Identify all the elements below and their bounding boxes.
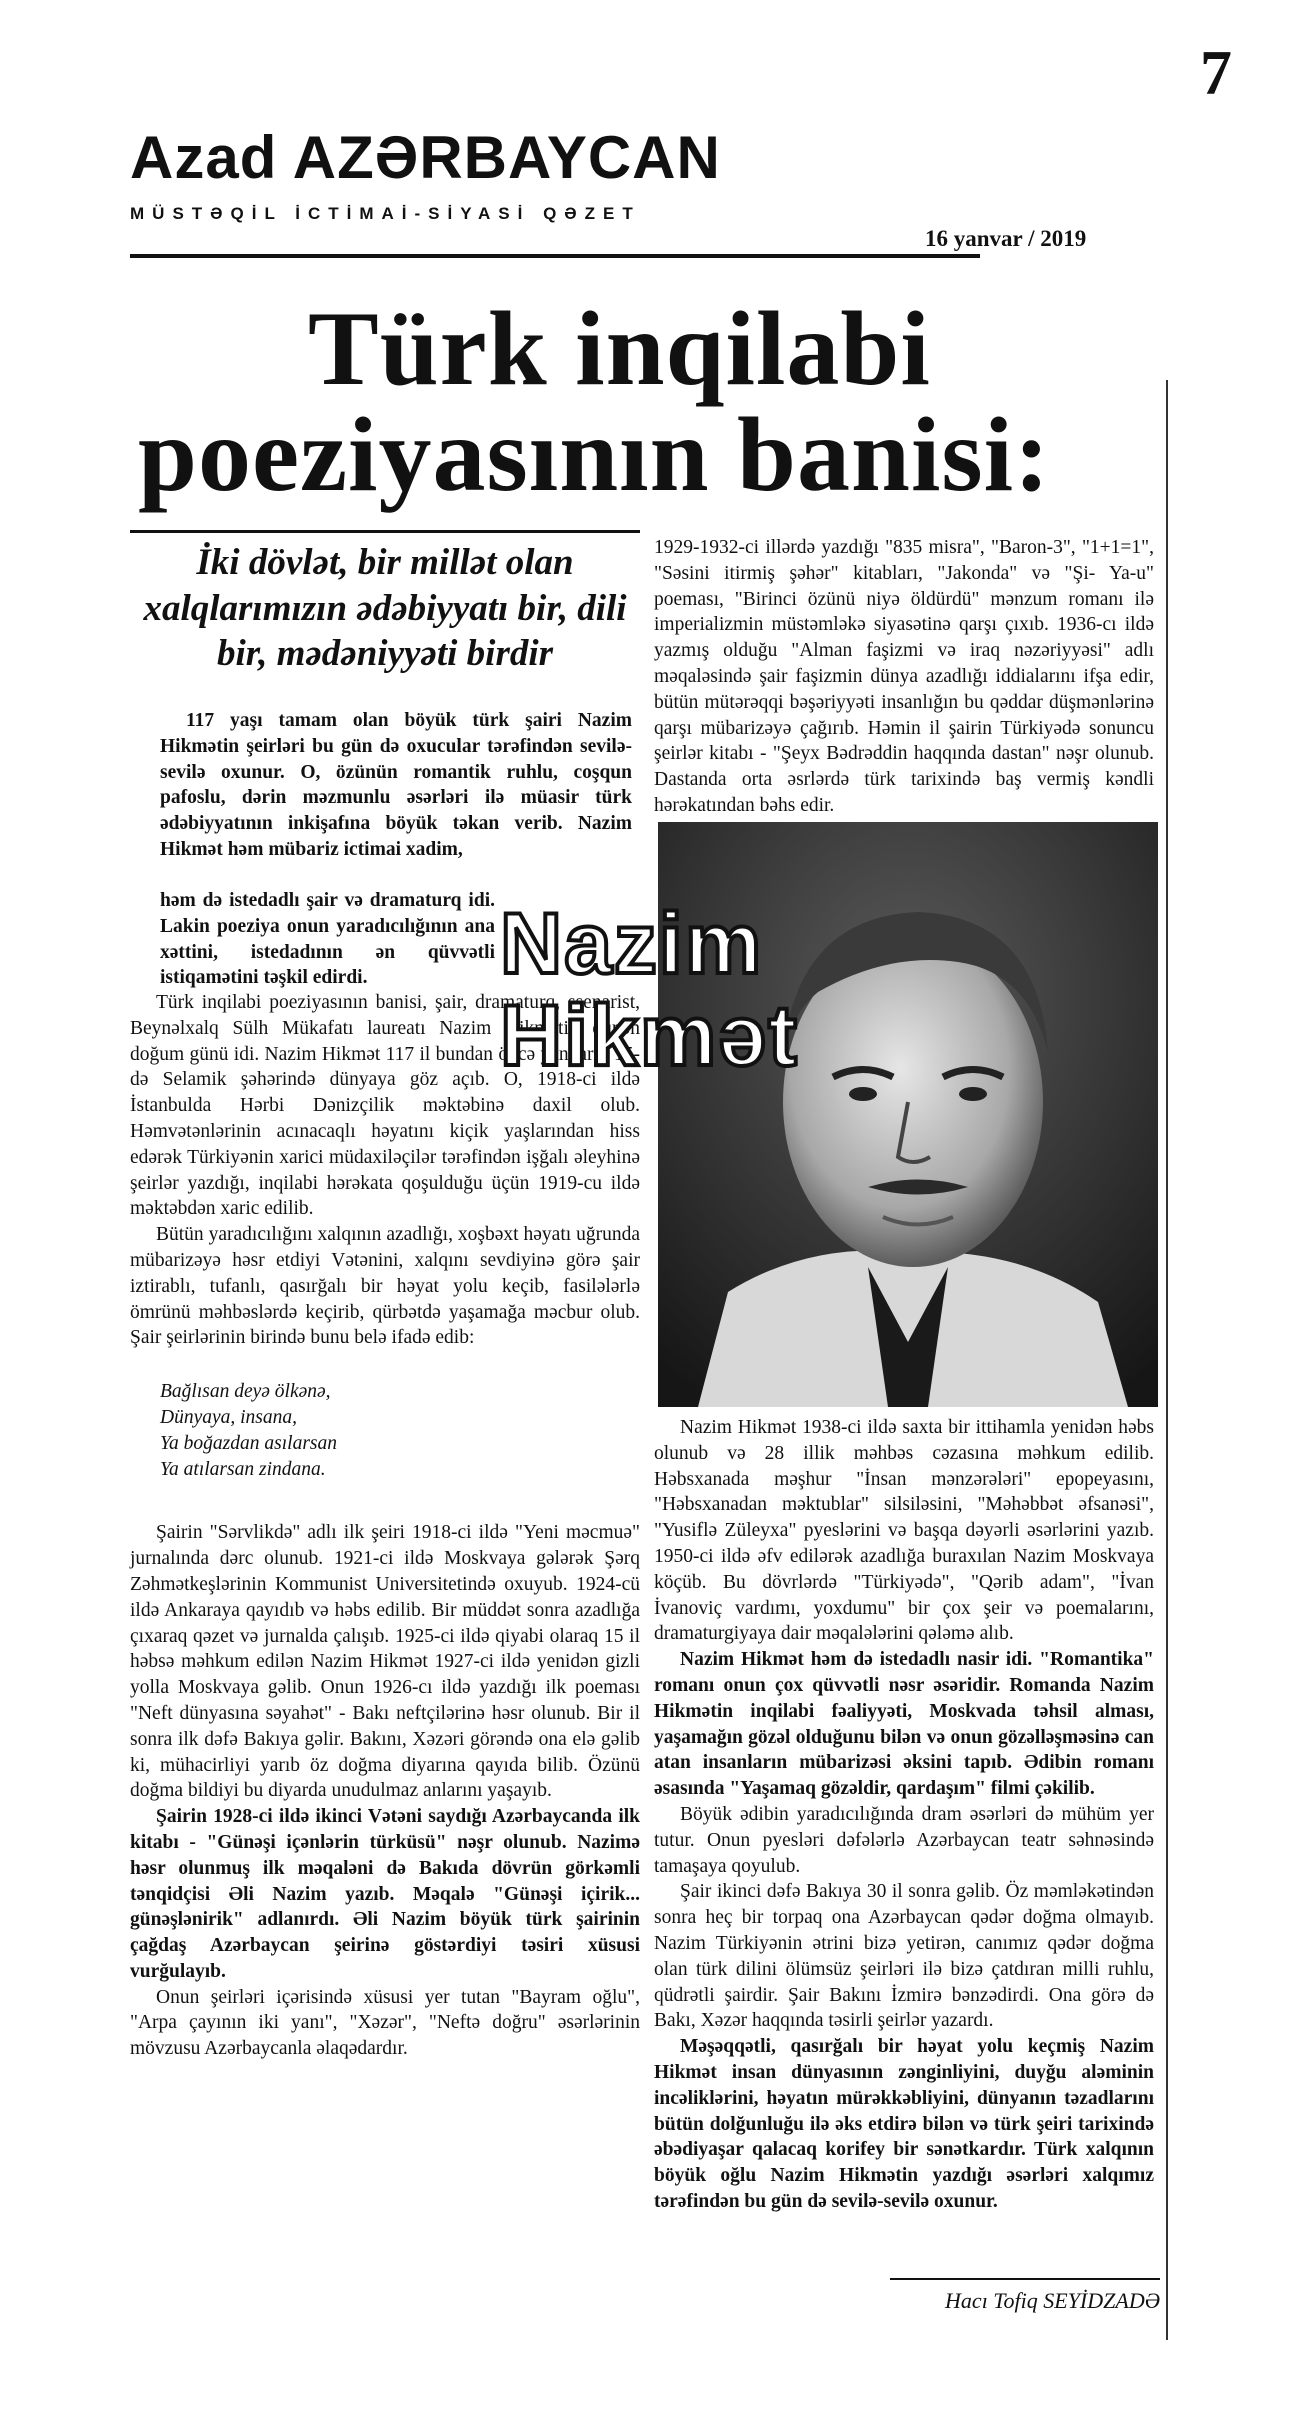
left-column [130,990,640,2062]
article-headline [138,290,1158,513]
caption-first-name: Nazim [500,896,764,992]
headline-line-2: poeziyasının banisi: [138,396,1051,513]
right-column-top [654,535,1154,819]
paragraph: Nazim Hikmət həm də istedadlı nasir idi. "Romantika" romanı onun çox qüvvətli nəsr əsəridir. Romanda Nazim Hikmətin inqilabi fəaliyyəti, Moskvada təhsil alması, yaşamağın gözəl olduğunu bilən və onun gözəlləşməsinə can atan insanların mübarizəsi əksini tapıb. Ədibin romanı əsasında "Yaşamaq gözəldir, qardaşım" filmi çəkilib. [654,1649,1154,1800]
poem-line: Ya atılarsan zindana. [160,1458,326,1480]
paragraph: Bütün yaradıcılığını xalqının azadlığı, xoşbəxt həyatı uğrunda mübarizəyə həsr etdiyi Vətənini, xalqını sevdiyinə görə şair iztirablı, tufanlı, qasırğalı bir həyat yolu keçib, fasilələrlə ömrünü məhbəslərdə keçirib, qürbətdə yaşamağa məcbur olub. Şair şeirlərinin birində bunu belə ifadə edib: [130,1224,640,1349]
caption-last-name: Hikmət [500,988,799,1084]
lead-text-a: 117 yaşı tamam olan böyük türk şairi Nazim Hikmətin şeirləri bu gün də oxucular tərəfindən sevilə-sevilə oxunur. O, özünün romantik ruhlu, coşqun pafoslu, dərin məzmunlu əsərləri ilə müasir türk ədəbiyyatının inkişafına böyük təkan verib. Nazim Hikmət həm mübariz ictimai xadim, [160,710,632,860]
paragraph: Türk inqilabi poeziyasının banisi, şair, dramaturq, ssenarist, Beynəlxalq Sülh Mükafatı laureatı Nazim Hikmətin dünən doğum günü idi. Nazim Hikmət 117 il bundan öncə yanvarın 15-də Selamik şəhərində dünyaya göz açıb. O, 1918-ci ildə İstanbulda Hərbi Dənizçilik məktəbinə daxil olub. Həmvətənlərinin acınacaqlı həyatını kiçik yaşlarından hiss edərək Türkiyənin xarici müdaxiləçilər tərəfindən işğalı əleyhinə şeirlər yazdığı, inqilabi hərəkata qoşulduğu üçün 1919-cu ildə məktəbdən xaric edilib. [130,992,640,1220]
paragraph: Məşəqqətli, qasırğalı bir həyat yolu keçmiş Nazim Hikmət insan dünyasının zənginliyini, duyğu aləminin incəliklərini, həyatın mürəkkəbliyini, dünyanın təzadlarını bütün dolğunluğu ilə əks etdirə bilən və türk şeiri tarixində əbədiyaşar qalacaq korifey bir sənətkardır. Türk xalqının böyük oğlu Nazim Hikmətin yazdığı əsərləri xalqımız tərəfindən bu gün də sevilə-sevilə oxunur. [654,2036,1154,2212]
issue-date: 16 yanvar / 2019 [925,226,1087,251]
column-divider [1166,380,1168,2340]
article-author: Hacı Tofiq SEYİDZADƏ [945,2288,1160,2313]
newspaper-subtitle: MÜSTƏQİL İCTİMAİ-SİYASİ QƏZET [130,204,641,223]
paragraph: Böyük ədibin yaradıcılığında dram əsərləri də mühüm yer tutur. Onun pyesləri dəfələrlə Azərbaycan teatr səhnəsində tamaşaya qoyulub. [654,1803,1154,1877]
poem-line: Dünyaya, insana, [160,1406,298,1428]
paragraph: Şairin 1928-ci ildə ikinci Vətəni saydığı Azərbaycanda ilk kitabı - "Günəşi içənlərin türküsü" nəşr olunub. Nazimə həsr olunmuş ilk məqaləni də Bakıda dövrün görkəmli tənqidçisi Əli Nazim yazıb. Məqalə "Günəşi içirik... günəşlənirik" adlanırdı. Əli Nazim böyük türk şairinin çağdaş Azərbaycan şeirinə göstərdiyi təsiri xüsusi vurğulayıb. [130,1806,640,1982]
poem-quote [160,1379,640,1482]
paragraph: Onun şeirləri içərisində xüsusi yer tutan "Bayram oğlu", "Arpa çayının iki yanı", "Xəzər", "Neftə doğru" əsərlərinin mövzusu Azərbaycanla əlaqədardır. [130,1986,640,2060]
masthead [130,124,890,224]
poem-line: Bağlısan deyə ölkənə, [160,1381,331,1403]
photo-name-caption [500,898,799,1082]
newspaper-title: Azad AZƏRBAYCAN [130,124,721,191]
author-divider [890,2278,1160,2280]
lead-text-b: həm də istedadlı şair və dramaturq idi. Lakin poeziya onun yaradıcılığının ana xəttini, istedadının ən qüvvətli istiqamətini təşkil edirdi. [160,890,495,989]
lead-paragraph [160,708,632,863]
paragraph: Şair ikinci dəfə Bakıya 30 il sonra gəlib. Öz məmləkətindən sonra heç bir torpaq ona Azərbaycan qədər doğma olmayıb. Nazim Türkiyənin ətrini bizə yetirən, canımız qədər doğma olan türk dilini ölümsüz şeirləri ilə bizə çatdıran milli ruhlu, qüdrətli şairdir. Şair Bakını İzmirə bənzədirdi. Ona görə də Bakı, Xəzər haqqında təsirli şeirlər yazardı. [654,1881,1154,2032]
paragraph: Şairin "Sərvlikdə" adlı ilk şeiri 1918-ci ildə "Yeni məcmuə" jurnalında dərc olunub. 1921-ci ildə Moskvaya gələrək Şərq Zəhmətkeşlərinin Kommunist Universitetində oxuyub. 1924-cü ildə Ankaraya qayıdıb və həbs edilib. Bir müddət sonra azadlığa çıxaraq qəzet və jurnalda çalışıb. 1925-ci ildə qiyabi olaraq 15 il həbsə məhkum edilən Nazim Hikmət 1927-ci ildə yenidən gizli yolla Moskvaya gəlib. Onun 1926-cı ildə yazdığı ilk poeması "Neft dünyasına səyahət" - Bakı neftçilərinə həsr olunub. Bir il sonra ilk dəfə Bakıya gəlir. Bakını, Xəzəri görəndə ona elə gəlib ki, mühacirliyi yarıb öz doğma diyarına qayıda bilib. Özünü doğma bildiyi bu diyarda unudulmaz anlarını yaşayıb. [130,1522,640,1802]
right-column-bottom [654,1415,1154,2215]
masthead-divider [130,254,980,258]
poem-line: Ya boğazdan asılarsan [160,1432,337,1454]
subhead-divider [130,530,640,533]
paragraph: Nazim Hikmət 1938-ci ildə saxta bir ittihamla yenidən həbs olunub və 28 illik məhbəs cəzasına məhkum edilib. Həbsxanada məşhur "İnsan mənzərələri" epopeyasını, "Həbsxanadan məktublar" silsiləsini, "Məhəbbət əfsanəsi", "Yusiflə Züleyxa" pyeslərini və başqa dəyərli əsərlərini yazıb. 1950-ci ildə əfv edilərək azadlığa buraxılan Nazim Moskvaya köçüb. Bu dövrlərdə "Türkiyədə", "Qərib adam", "İvan İvanoviç vardımı, yoxdumu" bir çox şeir və poemalarını, dramaturgiyaya dair məqalələrini qələmə alıb. [654,1417,1154,1645]
lead-paragraph-continued [160,888,495,991]
page-number: 7 [1200,37,1232,108]
article-subhead: İki dövlət, bir millət olan xalqlarımızın ədəbiyyatı bir, dili bir, mədəniyyəti birdir [143,542,627,674]
headline-line-1: Türk inqilabi [308,290,931,407]
paragraph: 1929-1932-ci illərdə yazdığı "835 misra", "Baron-3", "1+1=1", "Səsini itirmiş şəhər" kitabları, "Jakonda" və "Şi- Ya-u" poeması, "Birinci özünü niyə öldürdü" mənzum romanı ilə imperializmin müstəmləkə siyasətinə qarşı çıxıb. 1936-cı ildə yazmış olduğu "Alman faşizmi və iraq nəzəriyyəsi" adlı məqaləsində şair faşizmin dünya azadlığı iddialarını ifşa edir, bütün mütərəqqi bəşəriyyəti insanlığın bu qəddar düşmənlərinə qarşı mübarizəyə çağırıb. Həmin il şairin Türkiyədə sonuncu şeirlər kitabı - "Şeyx Bədrəddin haqqında dastan" nəşr olunub. Dastanda orta əsrlərdə türk tarixində baş vermiş kəndli hərəkatından bəhs edir. [654,537,1154,816]
